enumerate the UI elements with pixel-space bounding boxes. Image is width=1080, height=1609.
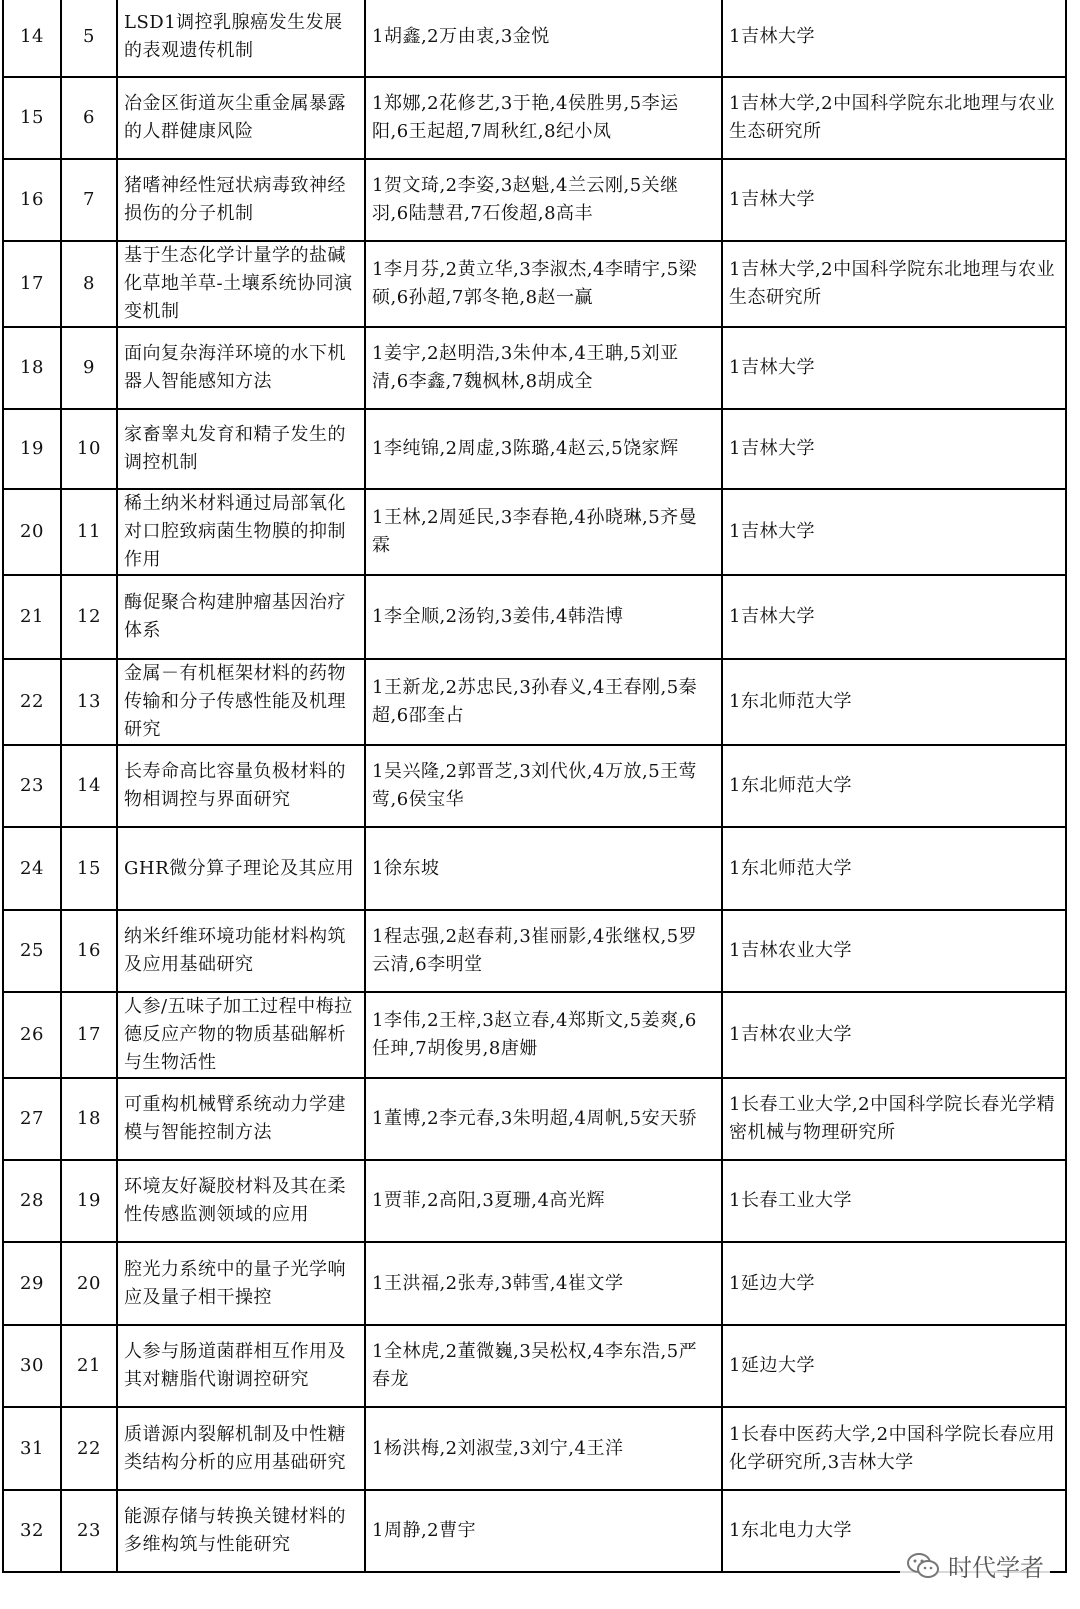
table-row	[3, 409, 1066, 489]
row-number-cell: 9	[61, 327, 117, 409]
project-title-cell: LSD1调控乳腺癌发生发展的表观遗传机制	[117, 0, 365, 77]
row-number-cell: 18	[61, 1078, 117, 1160]
table-row	[3, 241, 1066, 327]
table-row	[3, 77, 1066, 159]
row-number-cell: 19	[61, 1160, 117, 1242]
authors-cell: 1周静,2曹宇	[365, 1490, 722, 1572]
row-number-cell: 5	[61, 0, 117, 77]
institutions-cell: 1东北师范大学	[722, 745, 1066, 827]
authors-cell: 1徐东坡	[365, 827, 722, 910]
row-number-cell: 7	[61, 159, 117, 241]
institutions-cell: 1长春中医药大学,2中国科学院长春应用化学研究所,3吉林大学	[722, 1407, 1066, 1490]
project-title-cell: 长寿命高比容量负极材料的物相调控与界面研究	[117, 745, 365, 827]
project-title-cell: 基于生态化学计量学的盐碱化草地羊草-土壤系统协同演变机制	[117, 241, 365, 327]
institutions-cell: 1吉林大学	[722, 0, 1066, 77]
row-number-cell: 21	[61, 1325, 117, 1407]
institutions-cell: 1长春工业大学	[722, 1160, 1066, 1242]
authors-cell: 1姜宇,2赵明浩,3朱仲本,4王聃,5刘亚清,6李鑫,7魏枫林,8胡成全	[365, 327, 722, 409]
institutions-cell: 1吉林大学	[722, 575, 1066, 659]
table-row	[3, 1078, 1066, 1160]
row-seq-cell: 26	[3, 992, 61, 1078]
project-title-cell: 家畜睾丸发育和精子发生的调控机制	[117, 409, 365, 489]
authors-cell: 1李伟,2王梓,3赵立春,4郑斯文,5姜爽,6任珅,7胡俊男,8唐姗	[365, 992, 722, 1078]
institutions-cell: 1吉林农业大学	[722, 910, 1066, 992]
project-title-cell: 可重构机械臂系统动力学建模与智能控制方法	[117, 1078, 365, 1160]
authors-cell: 1郑娜,2花修艺,3于艳,4侯胜男,5李运阳,6王起超,7周秋红,8纪小凤	[365, 77, 722, 159]
table-row	[3, 992, 1066, 1078]
row-seq-cell: 31	[3, 1407, 61, 1490]
project-title-cell: 稀土纳米材料通过局部氧化对口腔致病菌生物膜的抑制作用	[117, 489, 365, 575]
row-seq-cell: 19	[3, 409, 61, 489]
institutions-cell: 1吉林大学	[722, 159, 1066, 241]
authors-cell: 1胡鑫,2万由衷,3金悦	[365, 0, 722, 77]
row-number-cell: 20	[61, 1242, 117, 1325]
watermark	[900, 1546, 1050, 1585]
table-row	[3, 910, 1066, 992]
authors-cell: 1王洪福,2张寿,3韩雪,4崔文学	[365, 1242, 722, 1325]
authors-cell: 1程志强,2赵春莉,3崔丽影,4张继权,5罗云清,6李明堂	[365, 910, 722, 992]
table-row	[3, 489, 1066, 575]
row-seq-cell: 21	[3, 575, 61, 659]
authors-cell: 1全林虎,2董微巍,3吴松权,4李东浩,5严春龙	[365, 1325, 722, 1407]
institutions-cell: 1东北师范大学	[722, 659, 1066, 745]
table-row	[3, 745, 1066, 827]
table-row	[3, 827, 1066, 910]
row-seq-cell: 32	[3, 1490, 61, 1572]
project-title-cell: 人参/五味子加工过程中梅拉德反应产物的物质基础解析与生物活性	[117, 992, 365, 1078]
authors-cell: 1李全顺,2汤钧,3姜伟,4韩浩博	[365, 575, 722, 659]
project-title-cell: 腔光力系统中的量子光学响应及量子相干操控	[117, 1242, 365, 1325]
project-title-cell: 质谱源内裂解机制及中性糖类结构分析的应用基础研究	[117, 1407, 365, 1490]
institutions-cell: 1延边大学	[722, 1242, 1066, 1325]
authors-cell: 1王新龙,2苏忠民,3孙春义,4王春刚,5秦超,6邵奎占	[365, 659, 722, 745]
row-seq-cell: 20	[3, 489, 61, 575]
row-seq-cell: 23	[3, 745, 61, 827]
authors-cell: 1李纯锦,2周虚,3陈璐,4赵云,5饶家辉	[365, 409, 722, 489]
table-row	[3, 159, 1066, 241]
institutions-cell: 1吉林大学	[722, 327, 1066, 409]
row-seq-cell: 28	[3, 1160, 61, 1242]
table-row	[3, 327, 1066, 409]
row-seq-cell: 24	[3, 827, 61, 910]
institutions-cell: 1东北电力大学	[722, 1490, 1066, 1572]
row-number-cell: 10	[61, 409, 117, 489]
project-title-cell: 金属－有机框架材料的药物传输和分子传感性能及机理研究	[117, 659, 365, 745]
row-seq-cell: 22	[3, 659, 61, 745]
institutions-cell: 1吉林大学	[722, 409, 1066, 489]
table-row	[3, 659, 1066, 745]
row-number-cell: 8	[61, 241, 117, 327]
row-number-cell: 22	[61, 1407, 117, 1490]
project-title-cell: 能源存储与转换关键材料的多维构筑与性能研究	[117, 1490, 365, 1572]
row-seq-cell: 29	[3, 1242, 61, 1325]
project-title-cell: 人参与肠道菌群相互作用及其对糖脂代谢调控研究	[117, 1325, 365, 1407]
authors-cell: 1杨洪梅,2刘淑莹,3刘宁,4王洋	[365, 1407, 722, 1490]
row-seq-cell: 30	[3, 1325, 61, 1407]
table-row	[3, 0, 1066, 77]
row-seq-cell: 16	[3, 159, 61, 241]
authors-cell: 1吴兴隆,2郭晋芝,3刘代伙,4万放,5王莺莺,6侯宝华	[365, 745, 722, 827]
authors-cell: 1董博,2李元春,3朱明超,4周帆,5安天骄	[365, 1078, 722, 1160]
row-number-cell: 11	[61, 489, 117, 575]
institutions-cell: 1长春工业大学,2中国科学院长春光学精密机械与物理研究所	[722, 1078, 1066, 1160]
row-seq-cell: 18	[3, 327, 61, 409]
watermark-text: 时代学者	[948, 1554, 1044, 1582]
institutions-cell: 1吉林大学	[722, 489, 1066, 575]
institutions-cell: 1吉林农业大学	[722, 992, 1066, 1078]
row-number-cell: 6	[61, 77, 117, 159]
project-title-cell: 纳米纤维环境功能材料构筑及应用基础研究	[117, 910, 365, 992]
row-seq-cell: 27	[3, 1078, 61, 1160]
institutions-cell: 1东北师范大学	[722, 827, 1066, 910]
row-number-cell: 23	[61, 1490, 117, 1572]
project-title-cell: 环境友好凝胶材料及其在柔性传感监测领域的应用	[117, 1160, 365, 1242]
authors-cell: 1李月芬,2黄立华,3李淑杰,4李晴宇,5梁硕,6孙超,7郭冬艳,8赵一赢	[365, 241, 722, 327]
authors-cell: 1王林,2周延民,3李春艳,4孙晓琳,5齐曼霖	[365, 489, 722, 575]
row-number-cell: 17	[61, 992, 117, 1078]
awards-table-body	[3, 0, 1066, 1572]
table-row	[3, 1325, 1066, 1407]
row-number-cell: 14	[61, 745, 117, 827]
row-seq-cell: 14	[3, 0, 61, 77]
institutions-cell: 1吉林大学,2中国科学院东北地理与农业生态研究所	[722, 77, 1066, 159]
table-row	[3, 1160, 1066, 1242]
project-title-cell: 面向复杂海洋环境的水下机器人智能感知方法	[117, 327, 365, 409]
row-seq-cell: 17	[3, 241, 61, 327]
project-title-cell: 猪嗜神经性冠状病毒致神经损伤的分子机制	[117, 159, 365, 241]
awards-table	[2, 0, 1067, 1573]
row-seq-cell: 15	[3, 77, 61, 159]
wechat-icon	[906, 1552, 940, 1580]
institutions-cell: 1延边大学	[722, 1325, 1066, 1407]
project-title-cell: GHR微分算子理论及其应用	[117, 827, 365, 910]
authors-cell: 1贾菲,2高阳,3夏珊,4高光辉	[365, 1160, 722, 1242]
table-row	[3, 575, 1066, 659]
project-title-cell: 酶促聚合构建肿瘤基因治疗体系	[117, 575, 365, 659]
row-number-cell: 16	[61, 910, 117, 992]
row-number-cell: 13	[61, 659, 117, 745]
row-number-cell: 15	[61, 827, 117, 910]
row-number-cell: 12	[61, 575, 117, 659]
project-title-cell: 冶金区街道灰尘重金属暴露的人群健康风险	[117, 77, 365, 159]
table-row	[3, 1242, 1066, 1325]
institutions-cell: 1吉林大学,2中国科学院东北地理与农业生态研究所	[722, 241, 1066, 327]
table-row	[3, 1407, 1066, 1490]
authors-cell: 1贺文琦,2李姿,3赵魁,4兰云刚,5关继羽,6陆慧君,7石俊超,8高丰	[365, 159, 722, 241]
row-seq-cell: 25	[3, 910, 61, 992]
